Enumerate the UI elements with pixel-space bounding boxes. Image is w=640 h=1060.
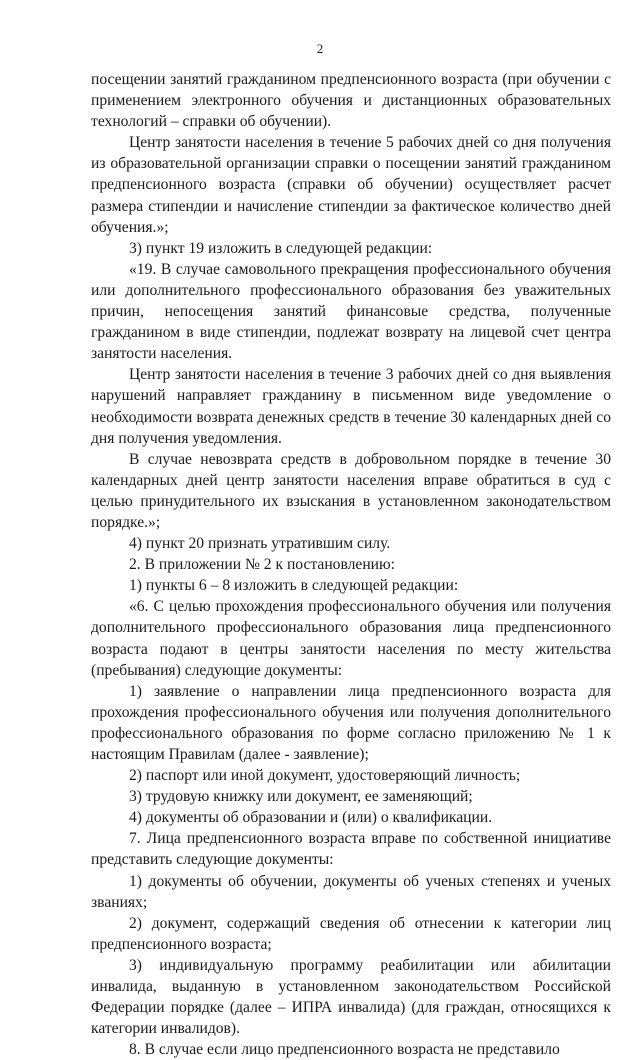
- paragraph: 1) заявление о направлении лица предпенсионного возраста для прохождения профессионального обучения или получения дополнительного профессионального образования по форме согласно приложению № 1 к настоящим Правилам (далее - заявление);: [91, 682, 611, 763]
- paragraph: посещении занятий гражданином предпенсионного возраста (при обучении с применением электронного обучения и дистанционных образовательных технологий – справки об обучении).: [91, 71, 611, 131]
- paragraph: 2. В приложении № 2 к постановлению:: [129, 556, 395, 574]
- paragraph: 4) документы об образовании и (или) о квалификации.: [129, 809, 493, 827]
- paragraph: 2) документ, содержащий сведения об отнесении к категории лиц предпенсионного возраста;: [91, 914, 611, 953]
- paragraph: Центр занятости населения в течение 3 рабочих дней со дня выявления нарушений направляет гражданину в письменном виде уведомление о необходимости возврата денежных средств в течение 30 календарных дней со дня получения уведомления.: [91, 366, 611, 447]
- paragraph: «6. С целью прохождения профессионального обучения или получения дополнительного профессионального образования лица предпенсионного возраста подают в центры занятости населения по месту жительства (пребывания) следующие документы:: [91, 598, 611, 679]
- paragraph: 3) индивидуальную программу реабилитации или абилитации инвалида, выданную в установленном законодательством Российской Федерации порядке (далее – ИПРА инвалида) (для граждан, относящихся к категории инвалидов).: [91, 956, 611, 1038]
- paragraph: 1) документы об обучении, документы об ученых степенях и ученых званиях;: [91, 872, 611, 911]
- paragraph: 4) пункт 20 признать утратившим силу.: [129, 535, 391, 553]
- paragraph: 3) трудовую книжку или документ, ее заменяющий;: [129, 788, 473, 806]
- paragraph: 7. Лица предпенсионного возраста вправе по собственной инициативе представить следующие документы:: [91, 830, 611, 869]
- document-body: [91, 69, 611, 1060]
- paragraph: «19. В случае самовольного прекращения профессионального обучения или дополнительного профессионального образования без уважительных причин, непосещения занятий финансовые средства, полученные гражданином в виде стипендии, подлежат возврату на лицевой счет центра занятости населения.: [91, 260, 611, 363]
- paragraph: 8. В случае если лицо предпенсионного возраста не представило: [129, 1041, 560, 1059]
- paragraph: Центр занятости населения в течение 5 рабочих дней со дня получения из образовательной организации справки о посещении занятий гражданином предпенсионного возраста (справки об обучении) осуществляет расчет размера стипендии и начисление стипендии за фактическое количество дней обучения.»;: [91, 134, 611, 236]
- page-number: 2: [316, 41, 324, 56]
- paragraph: В случае невозврата средств в добровольном порядке в течение 30 календарных дней центр занятости населения вправе обратиться в суд с целью принудительного их взыскания в установленном законодательством порядке.»;: [91, 450, 611, 531]
- paragraph: 1) пункты 6 – 8 изложить в следующей редакции:: [129, 577, 459, 595]
- paragraph: 2) паспорт или иной документ, удостоверяющий личность;: [129, 767, 521, 785]
- paragraph: 3) пункт 19 изложить в следующей редакции:: [129, 239, 433, 257]
